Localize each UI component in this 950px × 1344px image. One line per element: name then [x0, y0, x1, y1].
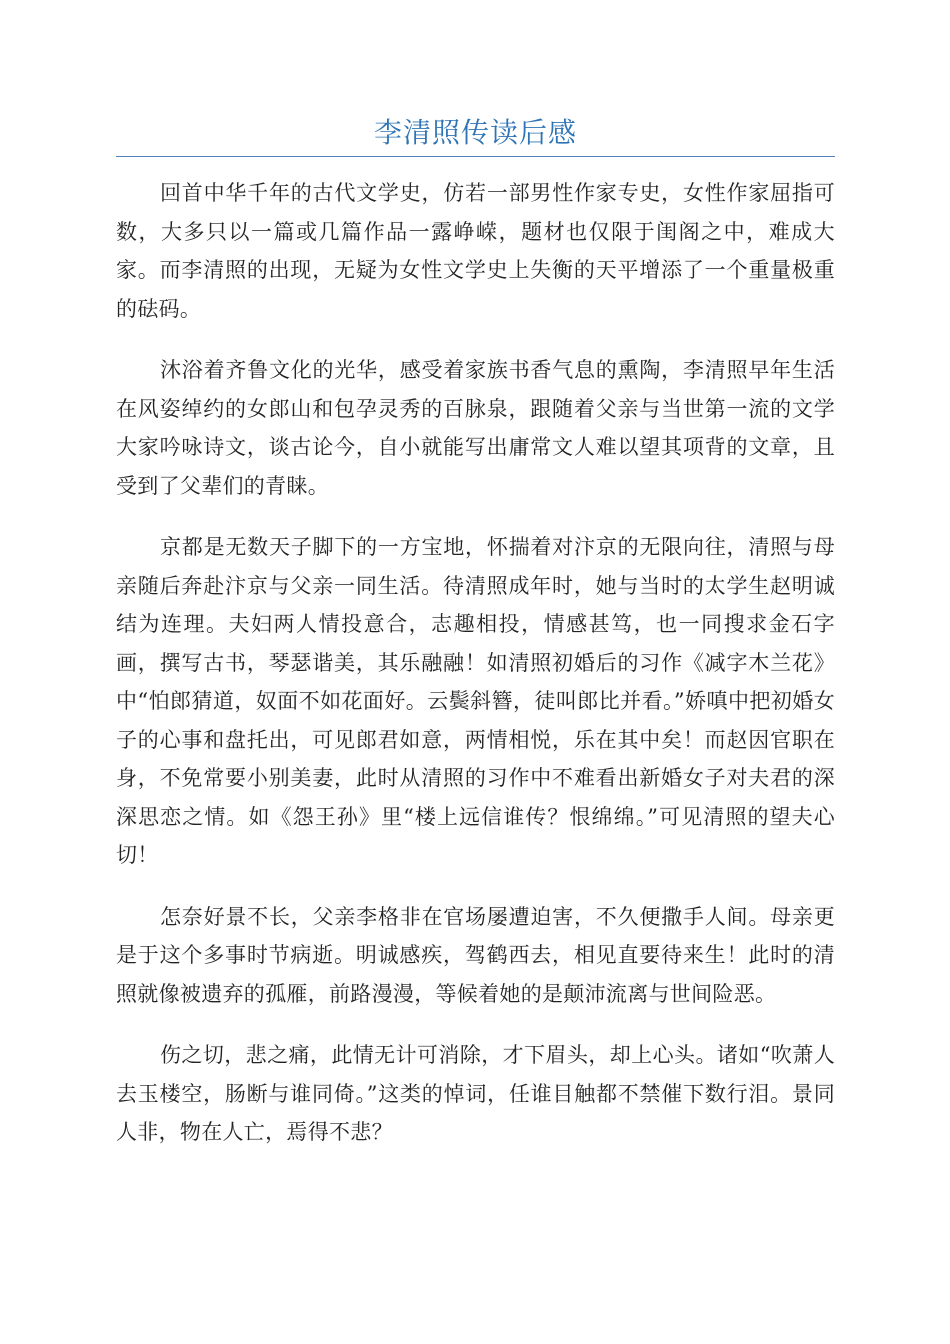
paragraph-3: 京都是无数天子脚下的一方宝地，怀揣着对汴京的无限向往，清照与母亲随后奔赴汴京与父亲一同生活。待清照成年时，她与当时的太学生赵明诚结为连理。夫妇两人情投意合，志趣相投，情感甚笃，也一同搜求金石字画，撰写古书，琴瑟谐美，其乐融融！如清照初婚后的习作《减字木兰花》中“怕郎猜道，奴面不如花面好。云鬓斜簪，徒叫郎比并看。”娇嗔中把初婚女子的心事和盘托出，可见郎君如意，两情相悦，乐在其中矣！而赵因官职在身，不免常要小别美妻，此时从清照的习作中不难看出新婚女子对夫君的深深思恋之情。如《怨王孙》里“楼上远信谁传？恨绵绵。”可见清照的望夫心切！: [116, 535, 835, 867]
paragraph-5: 伤之切，悲之痛，此情无计可消除，才下眉头，却上心头。诸如“吹萧人去玉楼空，肠断与谁同倚。”这类的悼词，任谁目触都不禁催下数行泪。景同人非，物在人亡，焉得不悲？: [116, 1043, 835, 1144]
document-title: 李清照传读后感: [373, 116, 577, 149]
paragraph-1: 回首中华千年的古代文学史，仿若一部男性作家专史，女性作家屈指可数，大多只以一篇或几篇作品一露峥嵘，题材也仅限于闺阁之中，难成大家。而李清照的出现，无疑为女性文学史上失衡的天平增添了一个重量极重的砝码。: [116, 181, 835, 321]
document-body: [116, 174, 835, 1175]
paragraph-2: 沐浴着齐鲁文化的光华，感受着家族书香气息的熏陶，李清照早年生活在风姿绰约的女郎山和包孕灵秀的百脉泉，跟随着父亲与当世第一流的文学大家吟咏诗文，谈古论今，自小就能写出庸常文人难以望其项背的文章，且受到了父辈们的青睐。: [116, 358, 835, 498]
paragraph-4: 怎奈好景不长，父亲李格非在官场屡遭迫害，不久便撒手人间。母亲更是于这个多事时节病逝。明诚感疾，驾鹤西去，相见直要待来生！此时的清照就像被遗弃的孤雁，前路漫漫，等候着她的是颠沛流离与世间险恶。: [116, 904, 835, 1006]
title-block: [116, 110, 835, 157]
